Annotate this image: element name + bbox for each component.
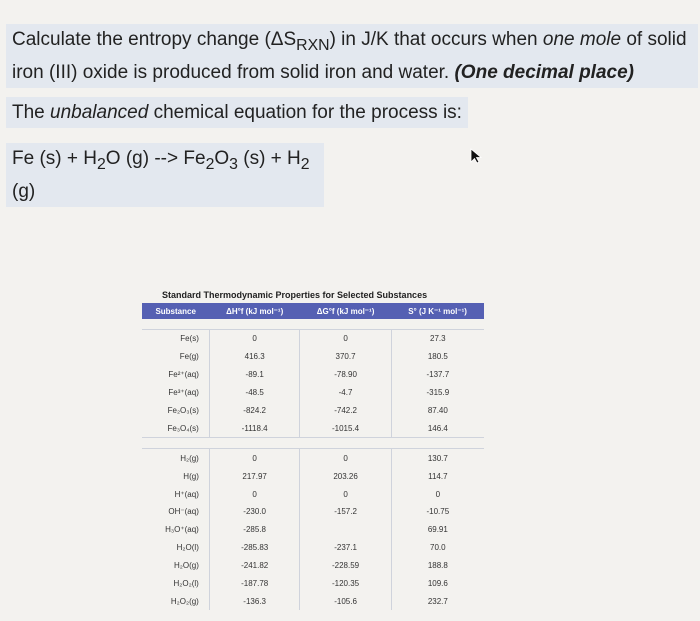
eq-part: O: [214, 148, 230, 169]
header-entropy: S° (J K⁻¹ mol⁻¹): [391, 303, 484, 319]
cell: 180.5: [391, 348, 484, 366]
cell: -241.82: [209, 557, 300, 575]
cell: 130.7: [391, 449, 484, 467]
table-title: Standard Thermodynamic Properties for Selected Substances: [162, 290, 428, 300]
cell: Fe(g): [179, 352, 199, 362]
cell: -78.90: [300, 366, 391, 384]
cell: 203.26: [300, 467, 391, 485]
cell: -48.5: [209, 384, 300, 402]
chemical-equation: [6, 143, 324, 207]
cell: -105.6: [300, 592, 391, 610]
cell: -137.7: [391, 366, 484, 384]
eq-part: O (g) --> Fe: [105, 148, 206, 169]
cell: Fe²⁺(aq): [168, 370, 199, 380]
cell: 69.91: [391, 521, 484, 539]
table-row: [142, 384, 484, 402]
table-row: [142, 592, 484, 610]
table-row: [142, 485, 484, 503]
cell: 0: [209, 330, 300, 348]
table-row: [142, 402, 484, 420]
equation-heading: [6, 97, 468, 128]
table-row: [142, 521, 484, 539]
cell: 27.3: [391, 330, 484, 348]
cell: -230.0: [209, 503, 300, 521]
cell: Fe³⁺(aq): [168, 388, 199, 398]
thermo-table: [142, 303, 484, 610]
table-row: [142, 348, 484, 366]
header-enthalpy: ΔH°f (kJ mol⁻¹): [209, 303, 300, 319]
question-part3: of solid iron (III) oxide is produced from solid iron and water.: [12, 29, 687, 83]
question-subscript-rxn: RXN: [296, 36, 330, 54]
cell: 0: [300, 449, 391, 467]
header-gibbs: ΔG°f (kJ mol⁻¹): [300, 303, 391, 319]
eq-part: (s) + H: [237, 148, 301, 169]
cell: -285.8: [209, 521, 300, 539]
cell: [300, 521, 391, 539]
table-row: [142, 366, 484, 384]
cell: 70.0: [391, 539, 484, 557]
eq-sub: 3: [229, 155, 238, 173]
cell: 0: [391, 485, 484, 503]
cell: H₂(g): [142, 449, 209, 467]
cell: H₃O⁺(aq): [165, 525, 199, 535]
question-one-mole: one mole: [542, 29, 622, 50]
table-row: [142, 575, 484, 593]
question-text: [6, 24, 698, 88]
eq-part: Fe (s) + H: [12, 148, 97, 169]
eq-sub: 2: [205, 155, 215, 173]
cell: H₂O₂(g): [170, 596, 199, 606]
cell: 0: [300, 330, 391, 348]
mouse-pointer-icon: [470, 148, 484, 169]
cell: 114.7: [391, 467, 484, 485]
cell: 416.3: [209, 348, 300, 366]
cell: 0: [300, 485, 391, 503]
cell: 0: [209, 485, 300, 503]
cell: -120.35: [300, 575, 391, 593]
cell: 146.4: [391, 419, 484, 437]
cell: -4.7: [300, 384, 391, 402]
eq-sub: 2: [300, 155, 310, 173]
cell: Fe₂O₃(s): [167, 406, 199, 415]
cell: H(g): [183, 471, 199, 481]
table-row: [142, 419, 484, 437]
question-decimal-note: (One decimal place): [454, 61, 634, 83]
cell: 232.7: [391, 592, 484, 610]
cell: -157.2: [300, 503, 391, 521]
heading-part2: chemical equation for the process is:: [148, 102, 462, 123]
cell: -89.1: [209, 366, 300, 384]
cell: OH⁻(aq): [168, 507, 199, 517]
cell: H₂O(g): [173, 561, 199, 571]
cell: 188.8: [391, 557, 484, 575]
cell: 0: [209, 449, 300, 467]
table-row: [142, 467, 484, 485]
cell: -136.3: [209, 592, 300, 610]
cell: -187.78: [209, 575, 300, 593]
table-row: [142, 539, 484, 557]
cell: -824.2: [209, 402, 300, 420]
cell: -1015.4: [300, 419, 391, 437]
cell: H₂O₂(l): [173, 579, 199, 589]
table-row: [142, 557, 484, 575]
cell: H₂O(l): [176, 543, 199, 553]
cell: H⁺(aq): [174, 489, 199, 499]
cell: -315.9: [391, 384, 484, 402]
table-row: [142, 449, 484, 467]
question-part2: ) in J/K that occurs when: [329, 29, 543, 50]
table-row: [142, 330, 484, 348]
header-substance: Substance: [142, 303, 209, 319]
cell: 370.7: [300, 348, 391, 366]
table-row: [142, 503, 484, 521]
cell: -285.83: [209, 539, 300, 557]
cell: -10.75: [391, 503, 484, 521]
cell: 217.97: [209, 467, 300, 485]
cell: Fe₃O₄(s): [142, 419, 209, 437]
cell: -228.59: [300, 557, 391, 575]
heading-part1: The: [12, 102, 51, 123]
cell: -742.2: [300, 402, 391, 420]
heading-unbalanced: unbalanced: [50, 102, 149, 123]
cell: -237.1: [300, 539, 391, 557]
cell: Fe(s): [142, 330, 209, 348]
question-part1: Calculate the entropy change (ΔS: [12, 29, 297, 50]
cell: 109.6: [391, 575, 484, 593]
cell: 87.40: [391, 402, 484, 420]
eq-sub: 2: [96, 155, 106, 173]
cell: -1118.4: [209, 419, 300, 437]
eq-part: (g): [12, 180, 36, 202]
